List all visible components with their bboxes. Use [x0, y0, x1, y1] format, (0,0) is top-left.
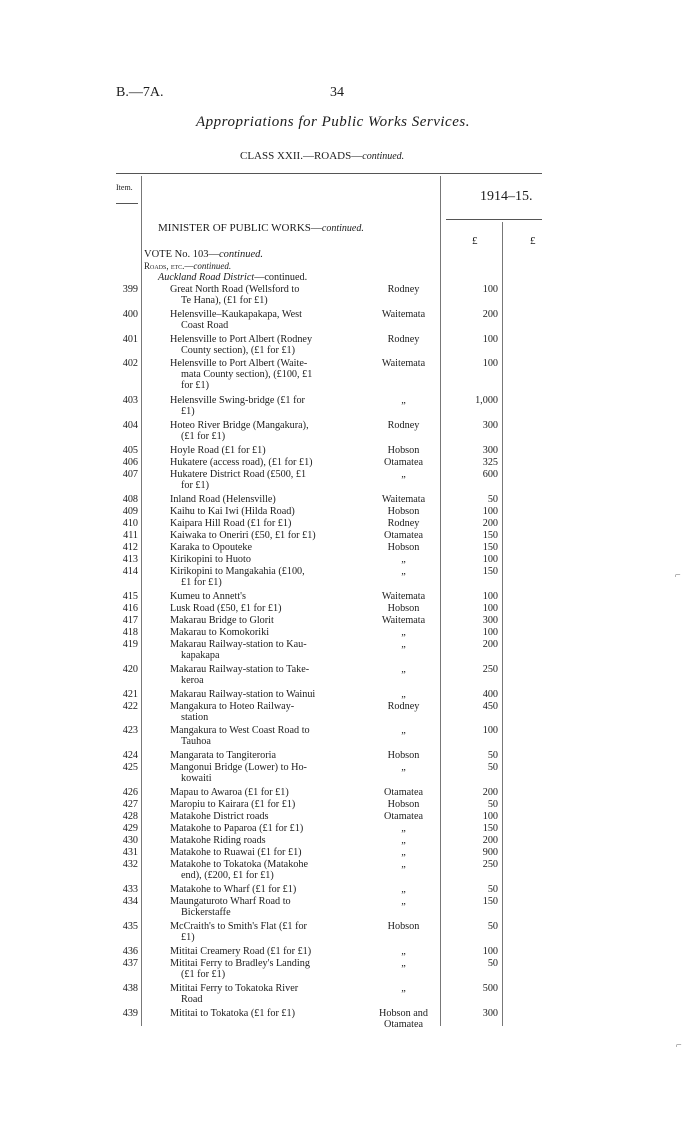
item-number: 400 — [122, 309, 138, 320]
road-description — [159, 896, 358, 918]
road-description-continuation: £1) — [181, 932, 195, 943]
road-description-line: Mititai Ferry to Bradley's Landing — [170, 958, 310, 969]
amount-value: 50 — [487, 762, 498, 773]
amount-value: 50 — [487, 884, 498, 895]
item-number: 421 — [122, 689, 138, 700]
amount-value: 50 — [487, 921, 498, 932]
county-line: „ — [401, 835, 406, 846]
item-number: 422 — [122, 701, 138, 712]
item-number: 406 — [122, 457, 138, 468]
item-column-rule — [141, 176, 142, 1026]
county-line: „ — [401, 554, 406, 565]
county-name — [366, 518, 441, 529]
road-description — [159, 530, 358, 541]
road-description-continuation: (£1 for £1) — [181, 431, 226, 442]
amount-value: 150 — [482, 530, 498, 541]
amount-value: 1,000 — [475, 395, 498, 406]
amount-value: 100 — [482, 627, 498, 638]
road-description — [159, 542, 358, 553]
road-description-line: Kirikopini to Huoto — [170, 554, 251, 565]
road-description-line: Karaka to Opouteke — [170, 542, 253, 553]
ministry-name: MINISTER OF PUBLIC WORKS— — [158, 222, 322, 234]
road-description — [159, 420, 358, 442]
item-number: 439 — [122, 1008, 138, 1019]
road-description — [159, 639, 358, 661]
road-description — [159, 689, 358, 700]
item-number: 405 — [122, 445, 138, 456]
amount-value: 100 — [482, 284, 498, 295]
county-name — [366, 835, 441, 846]
item-number: 430 — [122, 835, 138, 846]
county-name — [366, 420, 441, 431]
item-number: 438 — [122, 983, 138, 994]
road-description-line: Matakohe to Ruawai (£1 for £1) — [170, 847, 302, 858]
road-description-line: Makarau Railway-station to Kau- — [170, 639, 307, 650]
county-line: Rodney — [387, 701, 420, 712]
county-name — [366, 309, 441, 320]
road-description-continuation: Coast Road — [181, 320, 229, 331]
item-number: 416 — [122, 603, 138, 614]
road-description — [159, 946, 358, 957]
county-name — [366, 664, 441, 675]
road-description — [159, 603, 358, 614]
amount-value: 450 — [482, 701, 498, 712]
item-number: 410 — [122, 518, 138, 529]
county-name — [366, 750, 441, 761]
road-description — [159, 457, 358, 468]
amount-value: 250 — [482, 859, 498, 870]
amount-value: 150 — [482, 896, 498, 907]
road-description-line: Mititai to Tokatoka (£1 for £1) — [170, 1008, 296, 1019]
road-description — [159, 445, 358, 456]
road-description-continuation: £1 for £1) — [181, 577, 222, 588]
road-description — [159, 725, 358, 747]
road-description-line: Great North Road (Wellsford to — [170, 284, 300, 295]
county-line: „ — [401, 469, 406, 480]
road-description-line: Mapau to Awaroa (£1 for £1) — [170, 787, 289, 798]
county-line: Waitemata — [381, 358, 426, 369]
vote-heading — [144, 249, 263, 260]
road-description — [159, 566, 358, 588]
county-line: Hobson — [387, 506, 420, 517]
item-number: 423 — [122, 725, 138, 736]
district-heading — [158, 272, 307, 283]
vote-continued: continued. — [218, 249, 263, 260]
item-number: 403 — [122, 395, 138, 406]
county-name — [366, 725, 441, 736]
road-description — [159, 284, 358, 306]
county-name — [366, 1008, 441, 1030]
county-line: „ — [401, 566, 406, 577]
road-description-line: Helensville–Kaukapakapa, West — [170, 309, 302, 320]
road-description — [159, 615, 358, 626]
item-number: 411 — [123, 530, 138, 541]
county-line: Rodney — [387, 334, 420, 345]
class-heading-text: CLASS XXII.—ROADS— — [240, 150, 363, 162]
road-description — [159, 859, 358, 881]
county-name — [366, 615, 441, 626]
road-description — [159, 750, 358, 761]
county-name — [366, 591, 441, 602]
road-description-continuation: keroa — [181, 675, 204, 686]
county-name — [366, 395, 441, 406]
ministry-continued: continued. — [321, 223, 364, 234]
item-number: 415 — [122, 591, 138, 602]
top-rule — [116, 173, 542, 174]
road-description-line: Hukatere District Road (£500, £1 — [170, 469, 307, 480]
amount-value: 50 — [487, 958, 498, 969]
county-line: Hobson — [387, 799, 420, 810]
road-description-line: Mangakura to Hoteo Railway- — [170, 701, 295, 712]
road-description — [159, 334, 358, 356]
county-line: „ — [401, 884, 406, 895]
amount-value: 150 — [482, 566, 498, 577]
amount-value: 150 — [482, 542, 498, 553]
county-name — [366, 639, 441, 650]
page-title: Appropriations for Public Works Services. — [196, 114, 470, 130]
amount-value: 100 — [482, 591, 498, 602]
county-line: „ — [401, 639, 406, 650]
item-number: 432 — [122, 859, 138, 870]
county-name — [366, 334, 441, 345]
amount-value: 200 — [482, 518, 498, 529]
road-description-line: Kirikopini to Mangakahia (£100, — [170, 566, 305, 577]
district-label: Auckland Road District — [158, 272, 255, 283]
item-number: 407 — [122, 469, 138, 480]
road-description-line: Helensville to Port Albert (Waite- — [170, 358, 308, 369]
county-name — [366, 530, 441, 541]
county-name — [366, 284, 441, 295]
county-name — [366, 983, 441, 994]
road-description-continuation: Road — [181, 994, 203, 1005]
county-name — [366, 506, 441, 517]
amount-value: 200 — [482, 787, 498, 798]
county-name — [366, 896, 441, 907]
ministry-heading — [158, 222, 364, 234]
amount-value: 200 — [482, 835, 498, 846]
amount-value: 300 — [482, 445, 498, 456]
road-description — [159, 506, 358, 517]
road-description — [159, 921, 358, 943]
county-name — [366, 469, 441, 480]
item-number: 404 — [122, 420, 138, 431]
item-number: 418 — [122, 627, 138, 638]
road-description — [159, 591, 358, 602]
road-description-continuation: end), (£200, £1 for £1) — [181, 870, 274, 881]
county-line: Waitemata — [381, 615, 426, 626]
road-description-continuation: kowaiti — [181, 773, 212, 784]
road-description-line: Kaipara Hill Road (£1 for £1) — [170, 518, 292, 529]
subhead-continued: continued. — [193, 261, 232, 271]
item-number: 409 — [122, 506, 138, 517]
amount-value: 100 — [482, 554, 498, 565]
county-line: Waitemata — [381, 591, 426, 602]
item-number: 431 — [122, 847, 138, 858]
amount-value: 600 — [482, 469, 498, 480]
road-description-line: Mangonui Bridge (Lower) to Ho- — [170, 762, 307, 773]
item-number: 437 — [122, 958, 138, 969]
item-number: 435 — [122, 921, 138, 932]
county-name — [366, 847, 441, 858]
item-number: 399 — [122, 284, 138, 295]
item-header-rule — [116, 203, 138, 204]
county-line: „ — [401, 762, 406, 773]
county-name — [366, 627, 441, 638]
county-line: „ — [401, 983, 406, 994]
county-name — [366, 946, 441, 957]
road-description-continuation: mata County section), (£100, £1 — [181, 369, 313, 380]
class-heading — [240, 150, 404, 162]
road-description-line: Makarau Railway-station to Take- — [170, 664, 310, 675]
road-description-continuation: £1) — [181, 406, 195, 417]
road-description-line: Matakohe to Paparoa (£1 for £1) — [170, 823, 304, 834]
road-description-line: Helensville Swing-bridge (£1 for — [170, 395, 305, 406]
amount-value: 300 — [482, 615, 498, 626]
road-description — [159, 701, 358, 723]
road-description-line: Kaiwaka to Oneriri (£50, £1 for £1) — [170, 530, 316, 541]
road-description — [159, 469, 358, 491]
county-line: Waitemata — [381, 494, 426, 505]
amount-value: 50 — [487, 494, 498, 505]
road-description — [159, 494, 358, 505]
county-line: Hobson — [387, 750, 420, 761]
road-description-continuation: for £1) — [181, 380, 210, 391]
county-line: „ — [401, 847, 406, 858]
road-description-continuation: Te Hana), (£1 for £1) — [181, 295, 268, 306]
road-description — [159, 811, 358, 822]
amount-value: 900 — [482, 847, 498, 858]
amount-value: 100 — [482, 811, 498, 822]
county-line: „ — [401, 627, 406, 638]
year-header-rule — [446, 219, 542, 220]
county-line: Hobson — [387, 445, 420, 456]
amount-value: 50 — [487, 750, 498, 761]
item-number: 433 — [122, 884, 138, 895]
county-name — [366, 921, 441, 932]
county-name — [366, 554, 441, 565]
road-description-line: Helensville to Port Albert (Rodney — [170, 334, 313, 345]
road-description — [159, 554, 358, 565]
county-line: Otamatea — [383, 1019, 424, 1030]
amount-value: 150 — [482, 823, 498, 834]
road-description — [159, 664, 358, 686]
item-number: 413 — [122, 554, 138, 565]
item-number: 417 — [122, 615, 138, 626]
county-name — [366, 701, 441, 712]
county-line: „ — [401, 664, 406, 675]
amount-column-rule-mid — [502, 222, 503, 1026]
item-column-header: Item. — [116, 183, 133, 192]
margin-mark: ⌐ — [675, 570, 681, 581]
item-number: 436 — [122, 946, 138, 957]
road-description-continuation: kapakapa — [181, 650, 220, 661]
road-description — [159, 884, 358, 895]
county-name — [366, 445, 441, 456]
road-description — [159, 395, 358, 417]
road-description-continuation: (£1 for £1) — [181, 969, 226, 980]
county-line: Otamatea — [383, 457, 424, 468]
item-number: 412 — [122, 542, 138, 553]
county-line: „ — [401, 896, 406, 907]
county-name — [366, 689, 441, 700]
road-description-line: Hoteo River Bridge (Mangakura), — [170, 420, 309, 431]
item-number: 419 — [122, 639, 138, 650]
road-description-continuation: Bickerstaffe — [181, 907, 231, 918]
county-line: Hobson — [387, 542, 420, 553]
county-name — [366, 859, 441, 870]
road-description — [159, 799, 358, 810]
item-number: 425 — [122, 762, 138, 773]
county-line: Hobson and — [379, 1008, 428, 1019]
county-line: „ — [401, 859, 406, 870]
county-line: „ — [401, 946, 406, 957]
road-description — [159, 309, 358, 331]
county-line: Hobson — [387, 921, 420, 932]
county-name — [366, 799, 441, 810]
amount-value: 100 — [482, 946, 498, 957]
county-name — [366, 566, 441, 577]
county-line: „ — [401, 395, 406, 406]
class-heading-continued: continued. — [362, 151, 405, 162]
amount-value: 400 — [482, 689, 498, 700]
currency-header-1: £ — [472, 235, 478, 247]
road-description — [159, 762, 358, 784]
county-name — [366, 811, 441, 822]
county-line: Waitemata — [381, 309, 426, 320]
county-line: Otamatea — [383, 530, 424, 541]
road-description-line: Kumeu to Annett's — [170, 591, 246, 602]
item-number: 434 — [122, 896, 138, 907]
road-description-line: Maungaturoto Wharf Road to — [170, 896, 291, 907]
road-description-line: Mangakura to West Coast Road to — [170, 725, 310, 736]
currency-header-2: £ — [530, 235, 536, 247]
year-header: 1914–15. — [480, 189, 533, 204]
amount-value: 200 — [482, 309, 498, 320]
county-line: Otamatea — [383, 811, 424, 822]
document-reference: B.—7A. — [116, 85, 164, 100]
road-description-line: McCraith's to Smith's Flat (£1 for — [170, 921, 307, 932]
amount-value: 100 — [482, 725, 498, 736]
county-line: „ — [401, 689, 406, 700]
amount-value: 200 — [482, 639, 498, 650]
county-name — [366, 603, 441, 614]
road-description-line: Mititai Ferry to Tokatoka River — [170, 983, 299, 994]
amount-value: 50 — [487, 799, 498, 810]
county-line: „ — [401, 958, 406, 969]
road-description — [159, 627, 358, 638]
amount-value: 300 — [482, 1008, 498, 1019]
road-description-continuation: County section), (£1 for £1) — [181, 345, 296, 356]
road-description-line: Inland Road (Helensville) — [170, 494, 276, 505]
page-number: 34 — [330, 85, 344, 100]
county-name — [366, 958, 441, 969]
road-description-line: Matakohe Riding roads — [170, 835, 266, 846]
subhead-heading — [144, 261, 231, 271]
road-description-line: Matakohe District roads — [170, 811, 269, 822]
county-name — [366, 358, 441, 369]
road-description-line: Maropiu to Kairara (£1 for £1) — [170, 799, 296, 810]
item-number: 426 — [122, 787, 138, 798]
county-name — [366, 823, 441, 834]
county-name — [366, 884, 441, 895]
road-description — [159, 823, 358, 834]
county-line: „ — [401, 823, 406, 834]
county-line: Otamatea — [383, 787, 424, 798]
road-description — [159, 958, 358, 980]
road-description — [159, 1008, 358, 1019]
county-line: Rodney — [387, 284, 420, 295]
road-description-line: Matakohe to Wharf (£1 for £1) — [170, 884, 297, 895]
item-number: 401 — [122, 334, 138, 345]
amount-value: 100 — [482, 334, 498, 345]
county-line: Rodney — [387, 518, 420, 529]
road-description — [159, 358, 358, 391]
item-number: 424 — [122, 750, 138, 761]
item-number: 408 — [122, 494, 138, 505]
margin-mark: ⌐ — [676, 1040, 682, 1051]
amount-value: 500 — [482, 983, 498, 994]
road-description-line: Makarau Bridge to Glorit — [170, 615, 274, 626]
road-description — [159, 847, 358, 858]
road-description-line: Hukatere (access road), (£1 for £1) — [170, 457, 313, 468]
road-description-continuation: Tauhoa — [181, 736, 211, 747]
road-description — [159, 835, 358, 846]
road-description-line: Makarau Railway-station to Wainui — [170, 689, 316, 700]
amount-value: 300 — [482, 420, 498, 431]
road-description-line: Matakohe to Tokatoka (Matakohe — [170, 859, 309, 870]
item-number: 429 — [122, 823, 138, 834]
amount-value: 325 — [482, 457, 498, 468]
amount-value: 100 — [482, 358, 498, 369]
road-description-line: Kaihu to Kai Iwi (Hilda Road) — [170, 506, 295, 517]
district-suffix: —continued. — [254, 272, 308, 283]
vote-label: VOTE No. 103— — [144, 249, 219, 260]
county-name — [366, 542, 441, 553]
item-number: 420 — [122, 664, 138, 675]
county-name — [366, 457, 441, 468]
road-description-line: Mititai Creamery Road (£1 for £1) — [170, 946, 312, 957]
road-description — [159, 518, 358, 529]
road-description-continuation: for £1) — [181, 480, 210, 491]
county-line: „ — [401, 725, 406, 736]
amount-value: 100 — [482, 506, 498, 517]
item-number: 427 — [122, 799, 138, 810]
amount-value: 100 — [482, 603, 498, 614]
county-name — [366, 762, 441, 773]
road-description — [159, 983, 358, 1005]
county-name — [366, 787, 441, 798]
amount-value: 250 — [482, 664, 498, 675]
road-description-line: Lusk Road (£50, £1 for £1) — [170, 603, 282, 614]
road-description — [159, 787, 358, 798]
county-line: Hobson — [387, 603, 420, 614]
road-description-line: Hoyle Road (£1 for £1) — [170, 445, 266, 456]
county-name — [366, 494, 441, 505]
road-description-continuation: station — [181, 712, 209, 723]
item-number: 428 — [122, 811, 138, 822]
county-line: Rodney — [387, 420, 420, 431]
item-number: 414 — [122, 566, 138, 577]
subhead-label: Roads, etc.— — [144, 261, 194, 271]
road-description-line: Mangarata to Tangiteroria — [170, 750, 277, 761]
item-number: 402 — [122, 358, 138, 369]
road-description-line: Makarau to Komokoriki — [170, 627, 270, 638]
